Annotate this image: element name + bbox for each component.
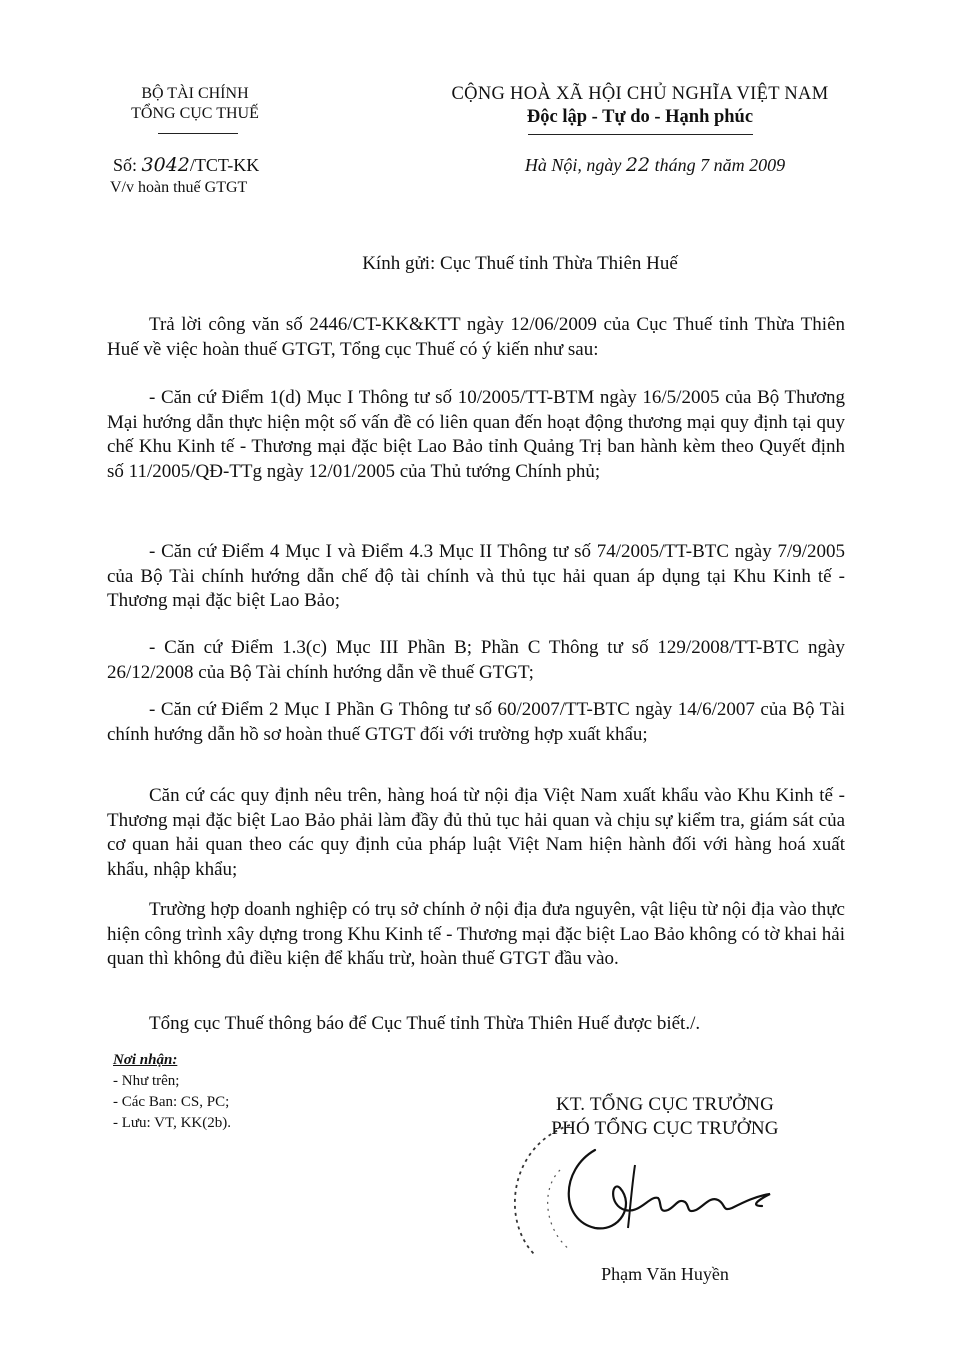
date-suffix: tháng 7 năm 2009 (650, 155, 786, 175)
recipients-block (113, 1050, 373, 1134)
date-prefix: Hà Nội, ngày (524, 155, 626, 175)
ministry-name: BỘ TÀI CHÍNH (141, 85, 249, 102)
intro-paragraph: Trả lời công văn số 2446/CT-KK&KTT ngày 12/06/2009 của Cục Thuế tỉnh Thừa Thiên Huế về việc hoàn thuế GTGT, Tổng cục Thuế có ý kiến như sau: (107, 314, 845, 360)
agency-underline (158, 133, 238, 134)
conclusion-paragraph-2: Trường hợp doanh nghiệp có trụ sở chính ở nội địa đưa nguyên, vật liệu từ nội địa vào thực hiện công trình xây dựng trong Khu Kinh tế - Thương mại đặc biệt Lao Bảo không có tờ khai hải quan thì không đủ điều kiện để khấu trừ, hoàn thuế GTGT đầu vào. (107, 899, 845, 969)
seal-arc (515, 1125, 570, 1255)
recipients-heading: Nơi nhận: (113, 1052, 178, 1068)
handwritten-signature (569, 1150, 770, 1228)
motto-underline (528, 134, 753, 135)
doc-number-suffix: /TCT-KK (189, 155, 260, 175)
seal-arc-inner (548, 1170, 570, 1250)
national-motto: Độc lập - Tự do - Hạnh phúc (526, 107, 754, 127)
recipient-item: - Các Ban: CS, PC; (113, 1094, 230, 1110)
department-name: TỔNG CỤC THUẾ (131, 105, 259, 122)
date-line (480, 154, 830, 176)
legal-basis-3: - Căn cứ Điểm 1.3(c) Mục III Phần B; Phần C Thông tư số 129/2008/TT-BTC ngày 26/12/2008 của Bộ Tài chính hướng dẫn về thuế GTGT; (107, 637, 845, 683)
signer-name: Phạm Văn Huyền (601, 1264, 729, 1284)
document-number (113, 154, 259, 176)
date-day-handwritten: 22 (625, 154, 651, 176)
recipient-item: - Lưu: VT, KK(2b). (113, 1115, 231, 1131)
legal-basis-4: - Căn cứ Điểm 2 Mục I Phần G Thông tư số 60/2007/TT-BTC ngày 14/6/2007 của Bộ Tài chính hướng dẫn hồ sơ hoàn thuế GTGT đối với trường hợp xuất khẩu; (107, 699, 845, 745)
closing-paragraph: Tổng cục Thuế thông báo để Cục Thuế tỉnh Thừa Thiên Huế được biết./. (149, 1013, 701, 1034)
signature-stroke (628, 1165, 635, 1228)
signer-title-line-1: KT. TỔNG CỤC TRƯỞNG (555, 1094, 775, 1115)
conclusion-paragraph-1: Căn cứ các quy định nêu trên, hàng hoá từ nội địa Việt Nam xuất khẩu vào Khu Kinh tế - Thương mại đặc biệt Lao Bảo phải làm đầy đủ thủ tục hải quan và chịu sự kiểm tra, giám sát của cơ quan hải quan theo các quy định của pháp luật Việt Nam hiện hành đối với hàng hoá xuất khẩu, nhập khẩu; (107, 785, 845, 880)
document-subject: V/v hoàn thuế GTGT (110, 179, 248, 196)
issuing-agency (95, 84, 295, 124)
legal-basis-1: - Căn cứ Điểm 1(d) Mục I Thông tư số 10/2005/TT-BTM ngày 16/5/2005 của Bộ Thương Mại hướng dẫn thực hiện một số vấn đề có liên quan đến hoạt động thương mại quy định tại quy chế Khu Kinh tế - Thương mại đặc biệt Lao Bảo tỉnh Quảng Trị ban hành kèm theo Quyết định số 11/2005/QĐ-TTg ngày 12/01/2005 của Thủ tướng Chính phủ; (107, 387, 845, 482)
national-title: CỘNG HOÀ XÃ HỘI CHỦ NGHĨA VIỆT NAM (451, 84, 829, 104)
doc-number-handwritten: 3042 (141, 154, 190, 176)
doc-number-prefix: Số: (113, 155, 142, 175)
legal-basis-2: - Căn cứ Điểm 4 Mục I và Điểm 4.3 Mục II Thông tư số 74/2005/TT-BTC ngày 7/9/2005 của Bộ Tài chính hướng dẫn chế độ tài chính và thủ tục hải quan áp dụng tại Khu Kinh tế - Thương mại đặc biệt Lao Bảo; (107, 541, 845, 611)
recipient-item: - Như trên; (113, 1073, 180, 1089)
signer-title (520, 1093, 810, 1141)
addressee: Kính gửi: Cục Thuế tỉnh Thừa Thiên Huế (362, 253, 678, 274)
signer-title-line-2: PHÓ TỔNG CỤC TRƯỞNG (551, 1118, 779, 1139)
